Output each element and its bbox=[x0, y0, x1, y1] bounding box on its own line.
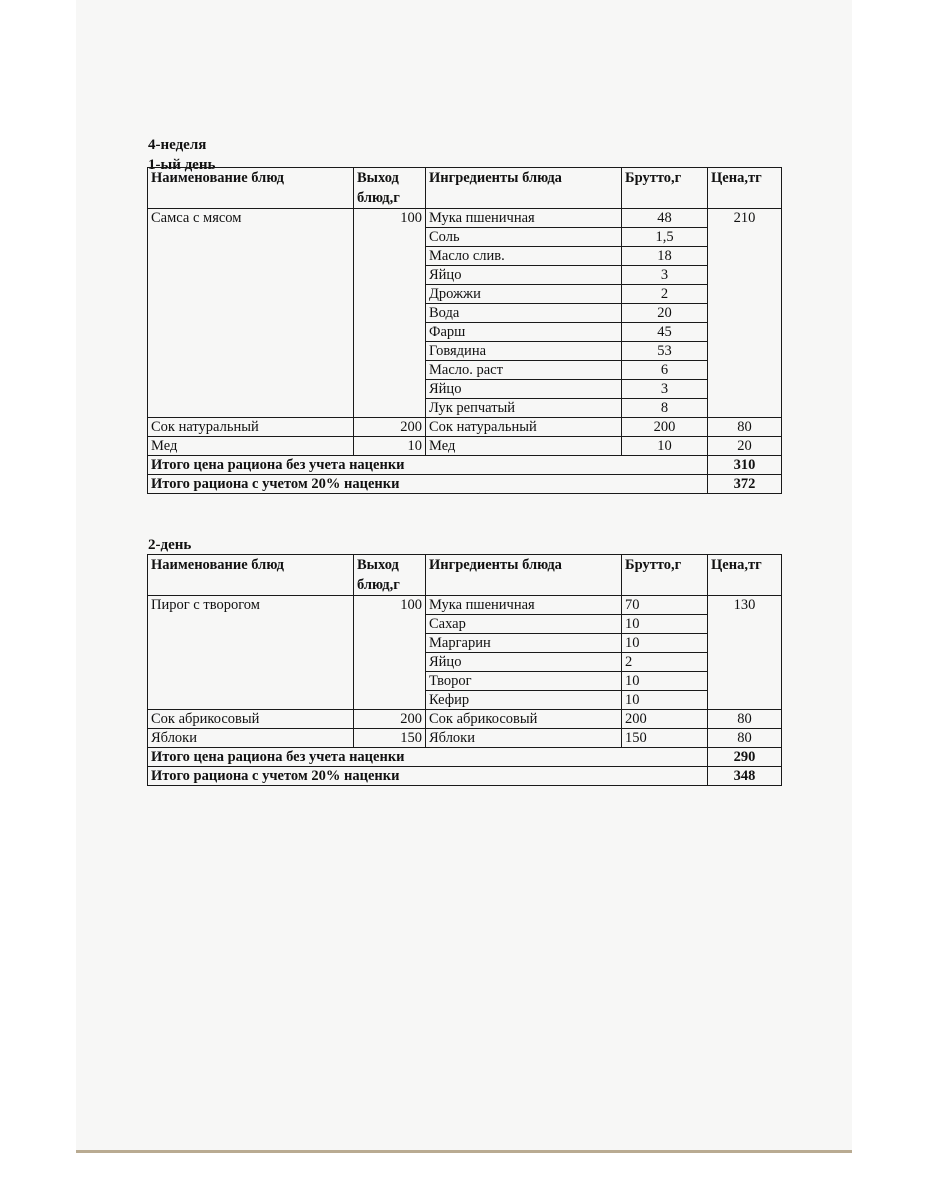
dish-yield: 200 bbox=[354, 418, 426, 437]
dish-name: Пирог с творогом bbox=[148, 596, 354, 710]
table-header-row bbox=[148, 168, 782, 209]
ingredient-name: Кефир bbox=[426, 691, 622, 710]
total-row bbox=[148, 748, 782, 767]
markup-label: Итого рациона с учетом 20% наценки bbox=[148, 475, 708, 494]
ingredient-name: Мука пшеничная bbox=[426, 596, 622, 615]
ingredient-name: Яйцо bbox=[426, 380, 622, 399]
ingredient-gross: 18 bbox=[622, 247, 708, 266]
dish-yield: 200 bbox=[354, 710, 426, 729]
ingredient-name: Яйцо bbox=[426, 266, 622, 285]
ingredient-gross: 3 bbox=[622, 380, 708, 399]
total-label: Итого цена рациона без учета наценки bbox=[148, 456, 708, 475]
header-dish-name: Наименование блюд bbox=[148, 168, 354, 209]
ingredient-gross: 70 bbox=[622, 596, 708, 615]
ingredient-name: Сок натуральный bbox=[426, 418, 622, 437]
day2-title: 2-день bbox=[148, 537, 192, 553]
ingredient-gross: 10 bbox=[622, 615, 708, 634]
ingredient-gross: 53 bbox=[622, 342, 708, 361]
day1-table bbox=[147, 167, 782, 494]
ingredient-gross: 3 bbox=[622, 266, 708, 285]
header-ingredients: Ингредиенты блюда bbox=[426, 555, 622, 596]
table-row bbox=[148, 209, 782, 228]
header-dish-name: Наименование блюд bbox=[148, 555, 354, 596]
table-row bbox=[148, 437, 782, 456]
ingredient-gross: 200 bbox=[622, 418, 708, 437]
markup-value: 348 bbox=[708, 767, 782, 786]
ingredient-gross: 45 bbox=[622, 323, 708, 342]
ingredient-gross: 48 bbox=[622, 209, 708, 228]
markup-row bbox=[148, 475, 782, 494]
ingredient-name: Маргарин bbox=[426, 634, 622, 653]
ingredient-name: Дрожжи bbox=[426, 285, 622, 304]
ingredient-name: Масло слив. bbox=[426, 247, 622, 266]
header-price: Цена,тг bbox=[708, 168, 782, 209]
ingredient-gross: 2 bbox=[622, 653, 708, 672]
table-row bbox=[148, 596, 782, 615]
markup-label: Итого рациона с учетом 20% наценки bbox=[148, 767, 708, 786]
ingredient-name: Лук репчатый bbox=[426, 399, 622, 418]
header-price: Цена,тг bbox=[708, 555, 782, 596]
ingredient-name: Масло. раст bbox=[426, 361, 622, 380]
dish-price: 20 bbox=[708, 437, 782, 456]
day2-table bbox=[147, 554, 782, 786]
ingredient-name: Сок абрикосовый bbox=[426, 710, 622, 729]
table-row bbox=[148, 710, 782, 729]
dish-name: Яблоки bbox=[148, 729, 354, 748]
ingredient-gross: 10 bbox=[622, 672, 708, 691]
dish-price: 80 bbox=[708, 729, 782, 748]
dish-name: Самса с мясом bbox=[148, 209, 354, 418]
dish-yield: 100 bbox=[354, 596, 426, 710]
total-row bbox=[148, 456, 782, 475]
ingredient-name: Творог bbox=[426, 672, 622, 691]
ingredient-gross: 20 bbox=[622, 304, 708, 323]
week-title: 4-неделя bbox=[148, 137, 207, 153]
ingredient-gross: 1,5 bbox=[622, 228, 708, 247]
dish-price: 210 bbox=[708, 209, 782, 418]
dish-name: Сок абрикосовый bbox=[148, 710, 354, 729]
table-header-row bbox=[148, 555, 782, 596]
dish-yield: 150 bbox=[354, 729, 426, 748]
markup-row bbox=[148, 767, 782, 786]
header-ingredients: Ингредиенты блюда bbox=[426, 168, 622, 209]
table-row bbox=[148, 418, 782, 437]
header-yield: Выход блюд,г bbox=[354, 555, 426, 596]
dish-yield: 10 bbox=[354, 437, 426, 456]
dish-price: 80 bbox=[708, 710, 782, 729]
total-value: 310 bbox=[708, 456, 782, 475]
ingredient-name: Соль bbox=[426, 228, 622, 247]
ingredient-name: Сахар bbox=[426, 615, 622, 634]
dish-yield: 100 bbox=[354, 209, 426, 418]
header-gross: Брутто,г bbox=[622, 555, 708, 596]
day1-title: 1-ый день bbox=[148, 157, 216, 173]
header-yield: Выход блюд,г bbox=[354, 168, 426, 209]
ingredient-name: Фарш bbox=[426, 323, 622, 342]
dish-price: 130 bbox=[708, 596, 782, 710]
ingredient-gross: 200 bbox=[622, 710, 708, 729]
total-label: Итого цена рациона без учета наценки bbox=[148, 748, 708, 767]
ingredient-name: Яблоки bbox=[426, 729, 622, 748]
ingredient-name: Вода bbox=[426, 304, 622, 323]
header-gross: Брутто,г bbox=[622, 168, 708, 209]
ingredient-gross: 6 bbox=[622, 361, 708, 380]
ingredient-name: Мука пшеничная bbox=[426, 209, 622, 228]
dish-name: Мед bbox=[148, 437, 354, 456]
ingredient-gross: 10 bbox=[622, 634, 708, 653]
dish-name: Сок натуральный bbox=[148, 418, 354, 437]
ingredient-gross: 8 bbox=[622, 399, 708, 418]
ingredient-name: Говядина bbox=[426, 342, 622, 361]
total-value: 290 bbox=[708, 748, 782, 767]
ingredient-gross: 10 bbox=[622, 437, 708, 456]
ingredient-name: Мед bbox=[426, 437, 622, 456]
ingredient-gross: 2 bbox=[622, 285, 708, 304]
ingredient-gross: 150 bbox=[622, 729, 708, 748]
table-row bbox=[148, 729, 782, 748]
ingredient-name: Яйцо bbox=[426, 653, 622, 672]
markup-value: 372 bbox=[708, 475, 782, 494]
ingredient-gross: 10 bbox=[622, 691, 708, 710]
dish-price: 80 bbox=[708, 418, 782, 437]
